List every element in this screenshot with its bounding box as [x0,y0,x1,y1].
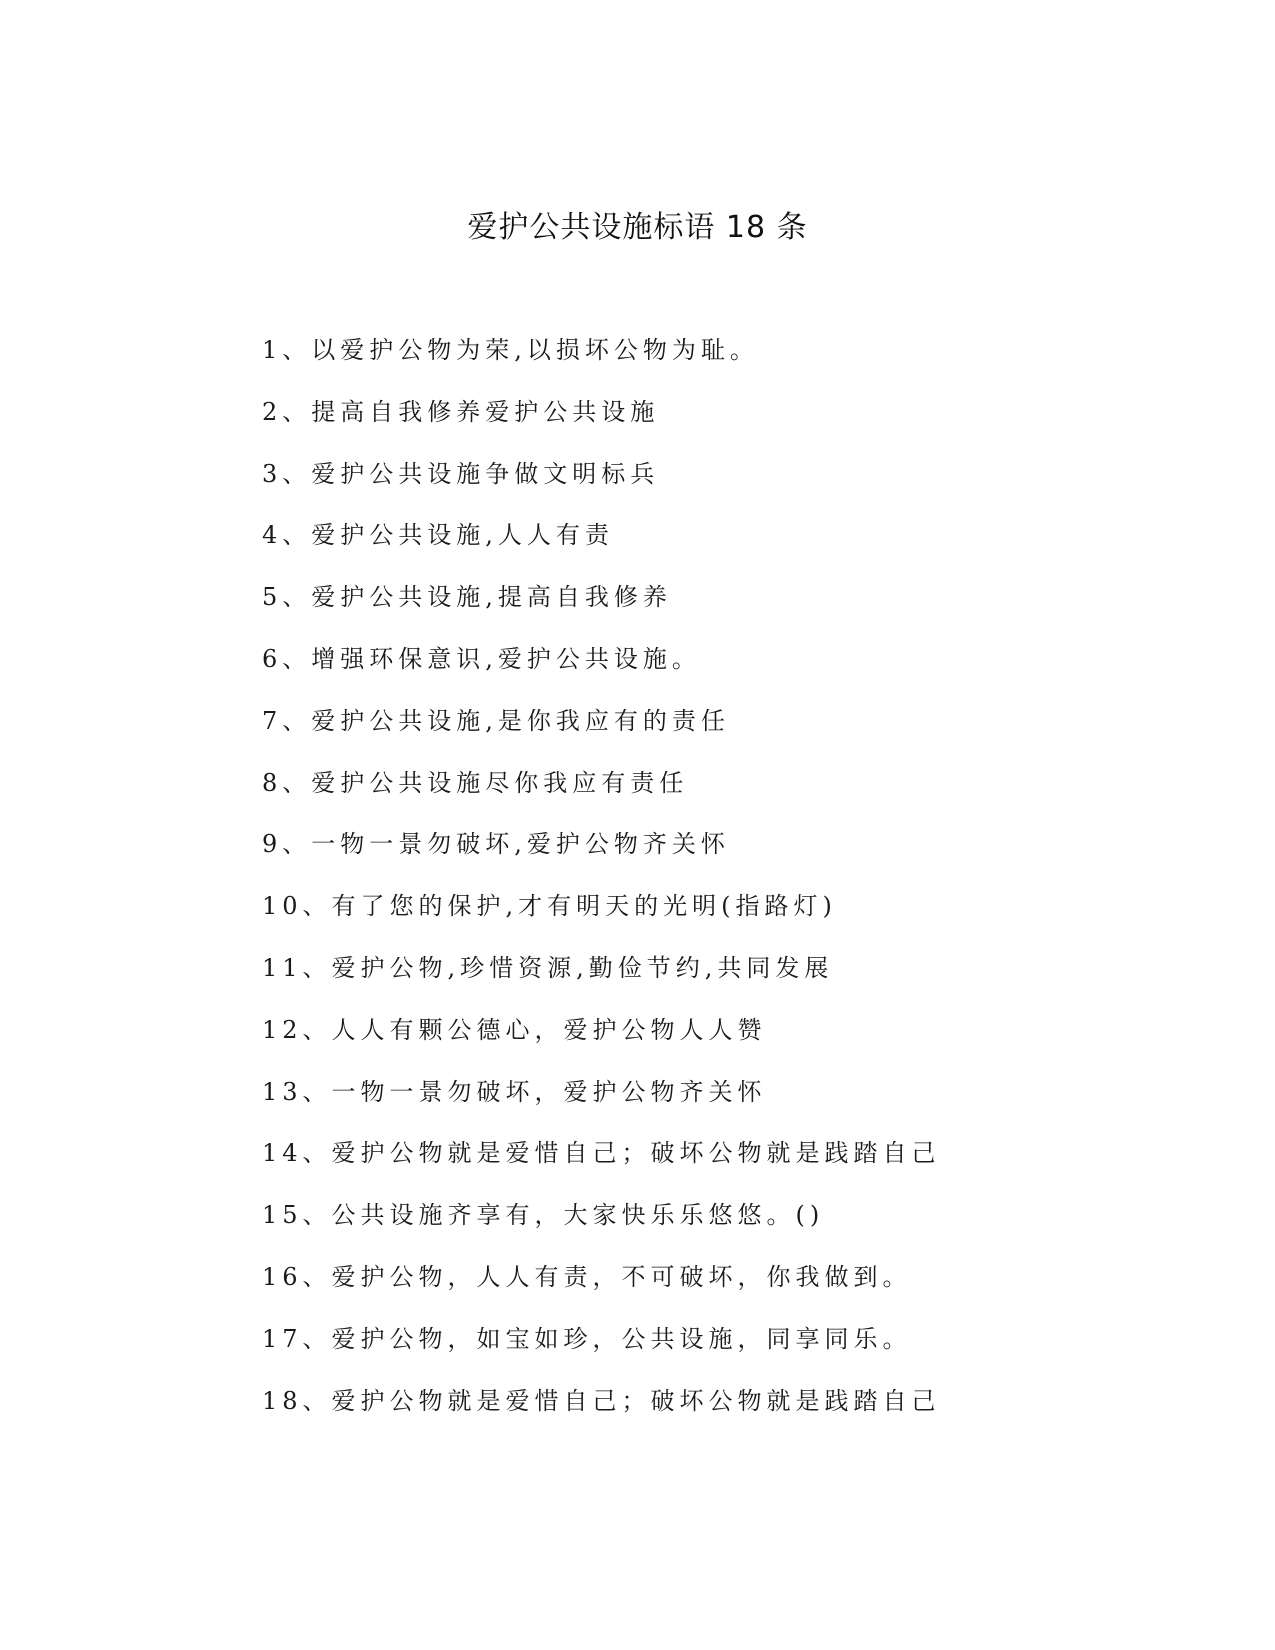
slogan-item: 9、一物一景勿破坏,爱护公物齐关怀 [262,830,730,859]
slogan-item: 15、公共设施齐享有，大家快乐乐悠悠。() [262,1201,825,1230]
slogan-item: 10、有了您的保护,才有明天的光明(指路灯) [262,892,837,921]
slogan-item: 12、人人有颗公德心，爱护公物人人赞 [262,1015,767,1044]
slogan-item: 4、爱护公共设施,人人有责 [262,521,614,550]
slogan-item: 16、爱护公物，人人有责，不可破坏，你我做到。 [262,1262,912,1291]
document-title: 爱护公共设施标语 18 条 [467,210,808,245]
slogan-item: 3、爱护公共设施争做文明标兵 [262,459,660,488]
slogan-item: 14、爱护公物就是爱惜自己；破坏公物就是践踏自己 [262,1139,941,1168]
slogan-item: 17、爱护公物，如宝如珍，公共设施，同享同乐。 [262,1324,912,1353]
slogan-item: 8、爱护公共设施尽你我应有责任 [262,768,689,797]
slogan-item: 2、提高自我修养爱护公共设施 [262,397,660,426]
slogan-item: 13、一物一景勿破坏，爱护公物齐关怀 [262,1077,767,1106]
slogan-item: 5、爱护公共设施,提高自我修养 [262,583,672,612]
slogan-item: 18、爱护公物就是爱惜自己；破坏公物就是践踏自己 [262,1386,941,1415]
slogan-list [262,332,941,1444]
slogan-item: 6、增强环保意识,爱护公共设施。 [262,644,701,673]
slogan-item: 1、以爱护公物为荣,以损坏公物为耻。 [262,336,759,364]
slogan-item: 11、爱护公物,珍惜资源,勤俭节约,共同发展 [262,953,834,982]
slogan-item: 7、爱护公共设施,是你我应有的责任 [262,706,730,735]
